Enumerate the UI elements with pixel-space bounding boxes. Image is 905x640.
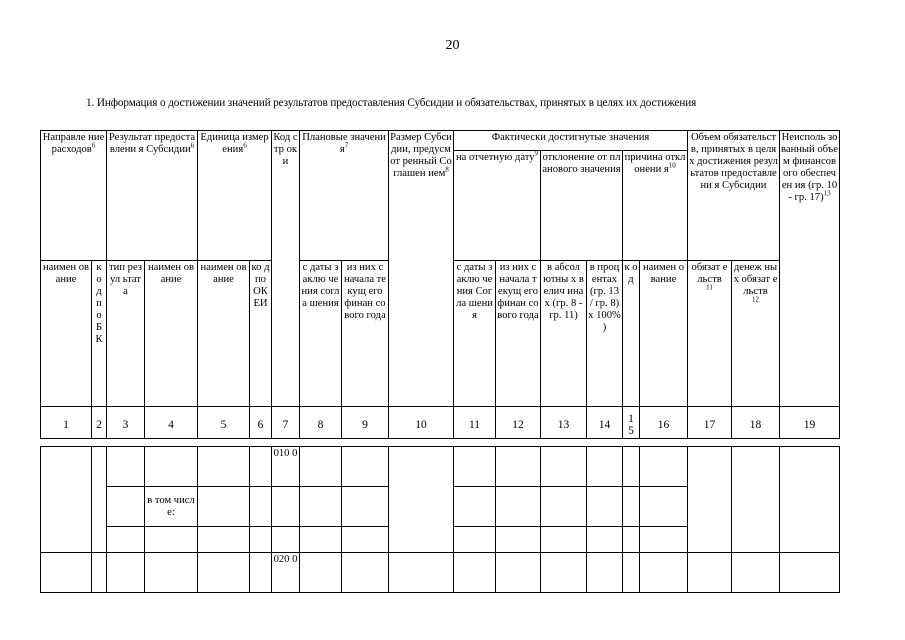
cell [496,487,541,527]
cell [389,447,454,553]
cell [541,487,587,527]
header-line-code: Код стр оки [272,131,300,407]
cell [623,527,640,553]
cell [342,487,389,527]
cell [389,553,454,593]
header-reason: причина отклонени $я^{10}$ [623,151,688,261]
spacer [41,439,840,447]
subheader-c5: наимен ование [198,261,250,407]
subheader-c1: наимен ование [41,261,92,407]
cell [145,553,198,593]
column-number: 13 [541,407,587,439]
cell [732,553,780,593]
column-number: 1 [41,407,92,439]
column-number: 17 [688,407,732,439]
column-number: 1 5 [623,407,640,439]
cell [250,487,272,527]
cell [541,553,587,593]
cell [198,447,250,487]
column-number: 16 [640,407,688,439]
cell [107,527,145,553]
cell [92,553,107,593]
page-number: 20 [445,38,460,53]
cell [496,447,541,487]
cell [587,553,623,593]
subheader-c4: наимен ование [145,261,198,407]
column-number: 19 [780,407,840,439]
report-table [40,130,840,593]
header-as-of-date: на отчетную дату$^9$ [454,151,541,261]
subheader-c15: к о д [623,261,640,407]
cell [342,553,389,593]
cell [732,447,780,553]
section-title: 1. Информация о достижении значений результатов предоставления Субсидии и обязательствах, принятых в целях их достижения [86,97,697,109]
cell [300,487,342,527]
cell [541,447,587,487]
subheader-c12: из них с начала текущ его финан сового года [496,261,541,407]
cell [640,553,688,593]
column-number: 3 [107,407,145,439]
subheader-c17: обязат ельств $^{11}$ [688,261,732,407]
header-result: Результат предоставлени я Субсидии$^6$ [107,131,198,261]
including-label: в том числе: [145,487,198,527]
header-direction: Направле ние расходов$^6$ [41,131,107,261]
cell [454,553,496,593]
cell [454,527,496,553]
cell [250,447,272,487]
cell [300,447,342,487]
cell [496,553,541,593]
subheader-c6: ко д по ОК ЕИ [250,261,272,407]
cell [541,527,587,553]
column-number: 11 [454,407,496,439]
column-number: 12 [496,407,541,439]
cell [250,527,272,553]
cell [623,487,640,527]
cell [92,447,107,553]
cell [780,553,840,593]
header-subsidy-size: Размер Субсидии, предусмот ренный Соглашен ием$^8$ [389,131,454,407]
cell [587,527,623,553]
cell [41,447,92,553]
column-number: 2 [92,407,107,439]
row-code-0100: 010 0 [272,447,300,487]
cell [688,447,732,553]
cell [623,447,640,487]
cell [198,527,250,553]
row-code-0200: 020 0 [272,553,300,593]
cell [623,553,640,593]
cell [300,553,342,593]
cell [145,447,198,487]
column-number: 8 [300,407,342,439]
cell [272,487,300,527]
column-number: 7 [272,407,300,439]
column-number: 14 [587,407,623,439]
cell [640,487,688,527]
cell [342,527,389,553]
cell [300,527,342,553]
header-unit: Единица измерения$^6$ [198,131,272,261]
cell [107,487,145,527]
cell [342,447,389,487]
table-row [41,553,840,593]
column-number: 6 [250,407,272,439]
table-row [41,447,840,487]
subheader-c16: наимен ование [640,261,688,407]
cell [640,447,688,487]
column-number: 18 [732,407,780,439]
subheader-c11: с даты заклю чения Согла шения [454,261,496,407]
subheader-c2: к о д п о Б К [92,261,107,407]
column-number: 5 [198,407,250,439]
subheader-c8: с даты заклю чения согла шения [300,261,342,407]
cell [145,527,198,553]
cell [780,447,840,553]
header-actual: Фактически достигнутые значения [454,131,688,151]
cell [272,527,300,553]
cell [640,527,688,553]
cell [587,487,623,527]
cell [107,447,145,487]
header-unused: Неисполь зованный объем финансов ого обеспечен ия (гр. 10 - гр. 17)$^{13}$ [780,131,840,407]
subheader-c18: денеж ных обязат ельств $^{12}$ [732,261,780,407]
subheader-c3: тип резул ьтата [107,261,145,407]
header-planned: Плановые значения$^7$ [300,131,389,261]
column-number: 9 [342,407,389,439]
header-obligations: Объем обязательств, принятых в целях достижения результатов предоставлени я Субсидии [688,131,780,261]
cell [198,487,250,527]
subheader-c13: в абсол ютны х велич инах (гр. 8 - гр. 11) [541,261,587,407]
cell [496,527,541,553]
cell [107,553,145,593]
header-deviation: отклонение от планового значения [541,151,623,261]
cell [250,553,272,593]
subheader-c9: из них с начала текущ его финан сового года [342,261,389,407]
subheader-c14: в проц ентах (гр. 13 / гр. 8) x 100% ) [587,261,623,407]
column-number: 10 [389,407,454,439]
column-number: 4 [145,407,198,439]
cell [454,447,496,487]
cell [454,487,496,527]
cell [587,447,623,487]
cell [41,553,92,593]
cell [198,553,250,593]
cell [688,553,732,593]
column-numbers-row [41,407,840,439]
